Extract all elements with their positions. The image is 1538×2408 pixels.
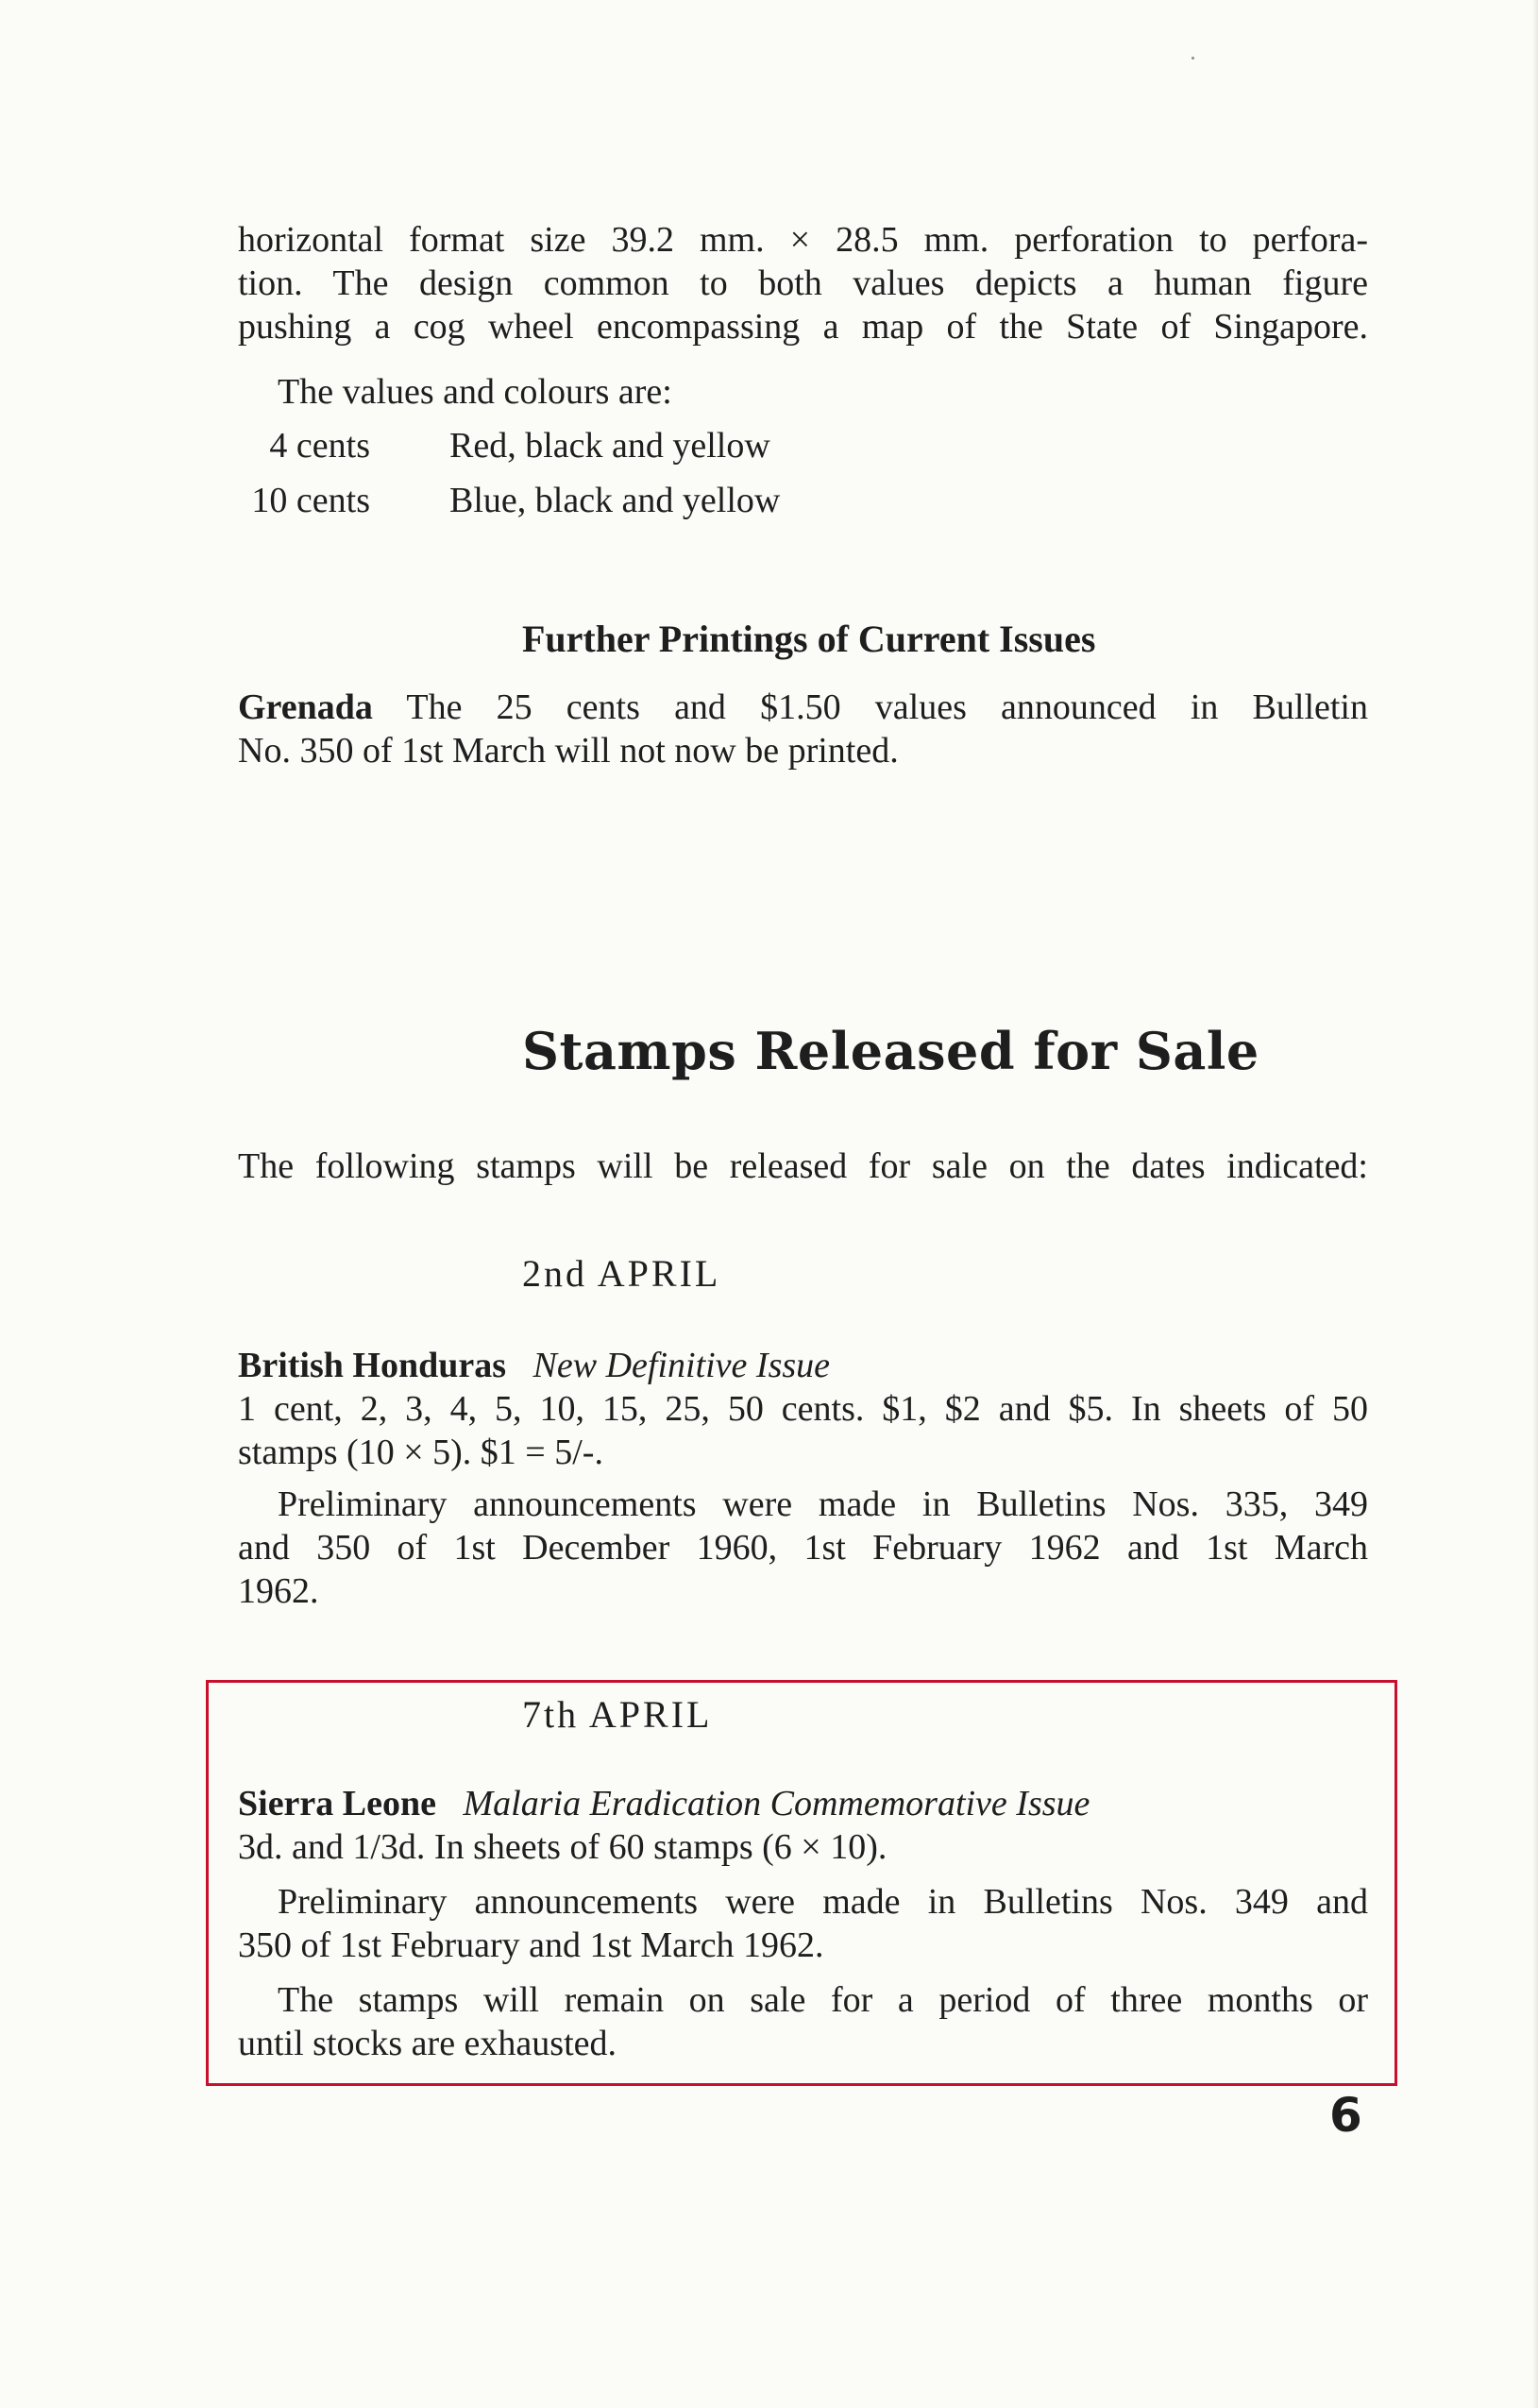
issue-details-line: stamps (10 × 5). $1 = 5/-. [238,1433,603,1472]
grenada-country: Grenada [238,687,373,727]
note-line: 1962. [238,1571,319,1611]
value-colour: Blue, black and yellow [449,481,781,520]
grenada-line-1 [238,686,1368,729]
page-edge [1532,0,1538,2408]
stamps-released-heading: Stamps Released for Sale [522,1021,1259,1081]
date-heading: 2nd APRIL [522,1252,721,1295]
date-heading: 7th APRIL [522,1693,713,1736]
note-line: 350 of 1st February and 1st March 1962. [238,1925,824,1965]
issue-details-line: 3d. and 1/3d. In sheets of 60 stamps (6 × 10). [238,1827,887,1867]
note-line: Preliminary announcements were made in Bulletins Nos. 335, 349 [278,1484,1368,1524]
issue-name: Malaria Eradication Commemorative Issue [463,1784,1090,1823]
note-line: The stamps will remain on sale for a period of three months or [278,1980,1368,2020]
grenada-text: The 25 cents and $1.50 values announced in Bulletin [406,687,1368,727]
value-amount: 4 cents [269,426,370,466]
values-intro: The values and colours are: [278,372,672,412]
value-colour: Red, black and yellow [449,426,770,466]
intro-line-1: horizontal format size 39.2 mm. × 28.5 mm. perforation to perfora- [238,220,1368,260]
note-line: until stocks are exhausted. [238,2024,617,2063]
paper-speck [1192,57,1194,59]
note-line: Preliminary announcements were made in Bulletins Nos. 349 and [278,1882,1368,1922]
issue-title-line [238,1344,1368,1387]
issue-country: Sierra Leone [238,1784,437,1823]
issue-name: New Definitive Issue [532,1346,831,1385]
issue-title-line [238,1782,1368,1825]
issue-country: British Honduras [238,1346,507,1385]
intro-line-2: tion. The design common to both values depicts a human figure [238,263,1368,303]
grenada-line-2: No. 350 of 1st March will not now be printed. [238,731,899,771]
released-intro: The following stamps will be released for sale on the dates indicated: [238,1146,1368,1186]
note-line: and 350 of 1st December 1960, 1st February 1962 and 1st March [238,1528,1368,1568]
issue-details-line: 1 cent, 2, 3, 4, 5, 10, 15, 25, 50 cents. $1, $2 and $5. In sheets of 50 [238,1389,1368,1429]
further-printings-heading: Further Printings of Current Issues [522,618,1096,660]
page-number: 6 [1329,2088,1362,2143]
intro-line-3: pushing a cog wheel encompassing a map of the State of Singapore. [238,307,1368,347]
value-amount: 10 cents [251,481,370,520]
